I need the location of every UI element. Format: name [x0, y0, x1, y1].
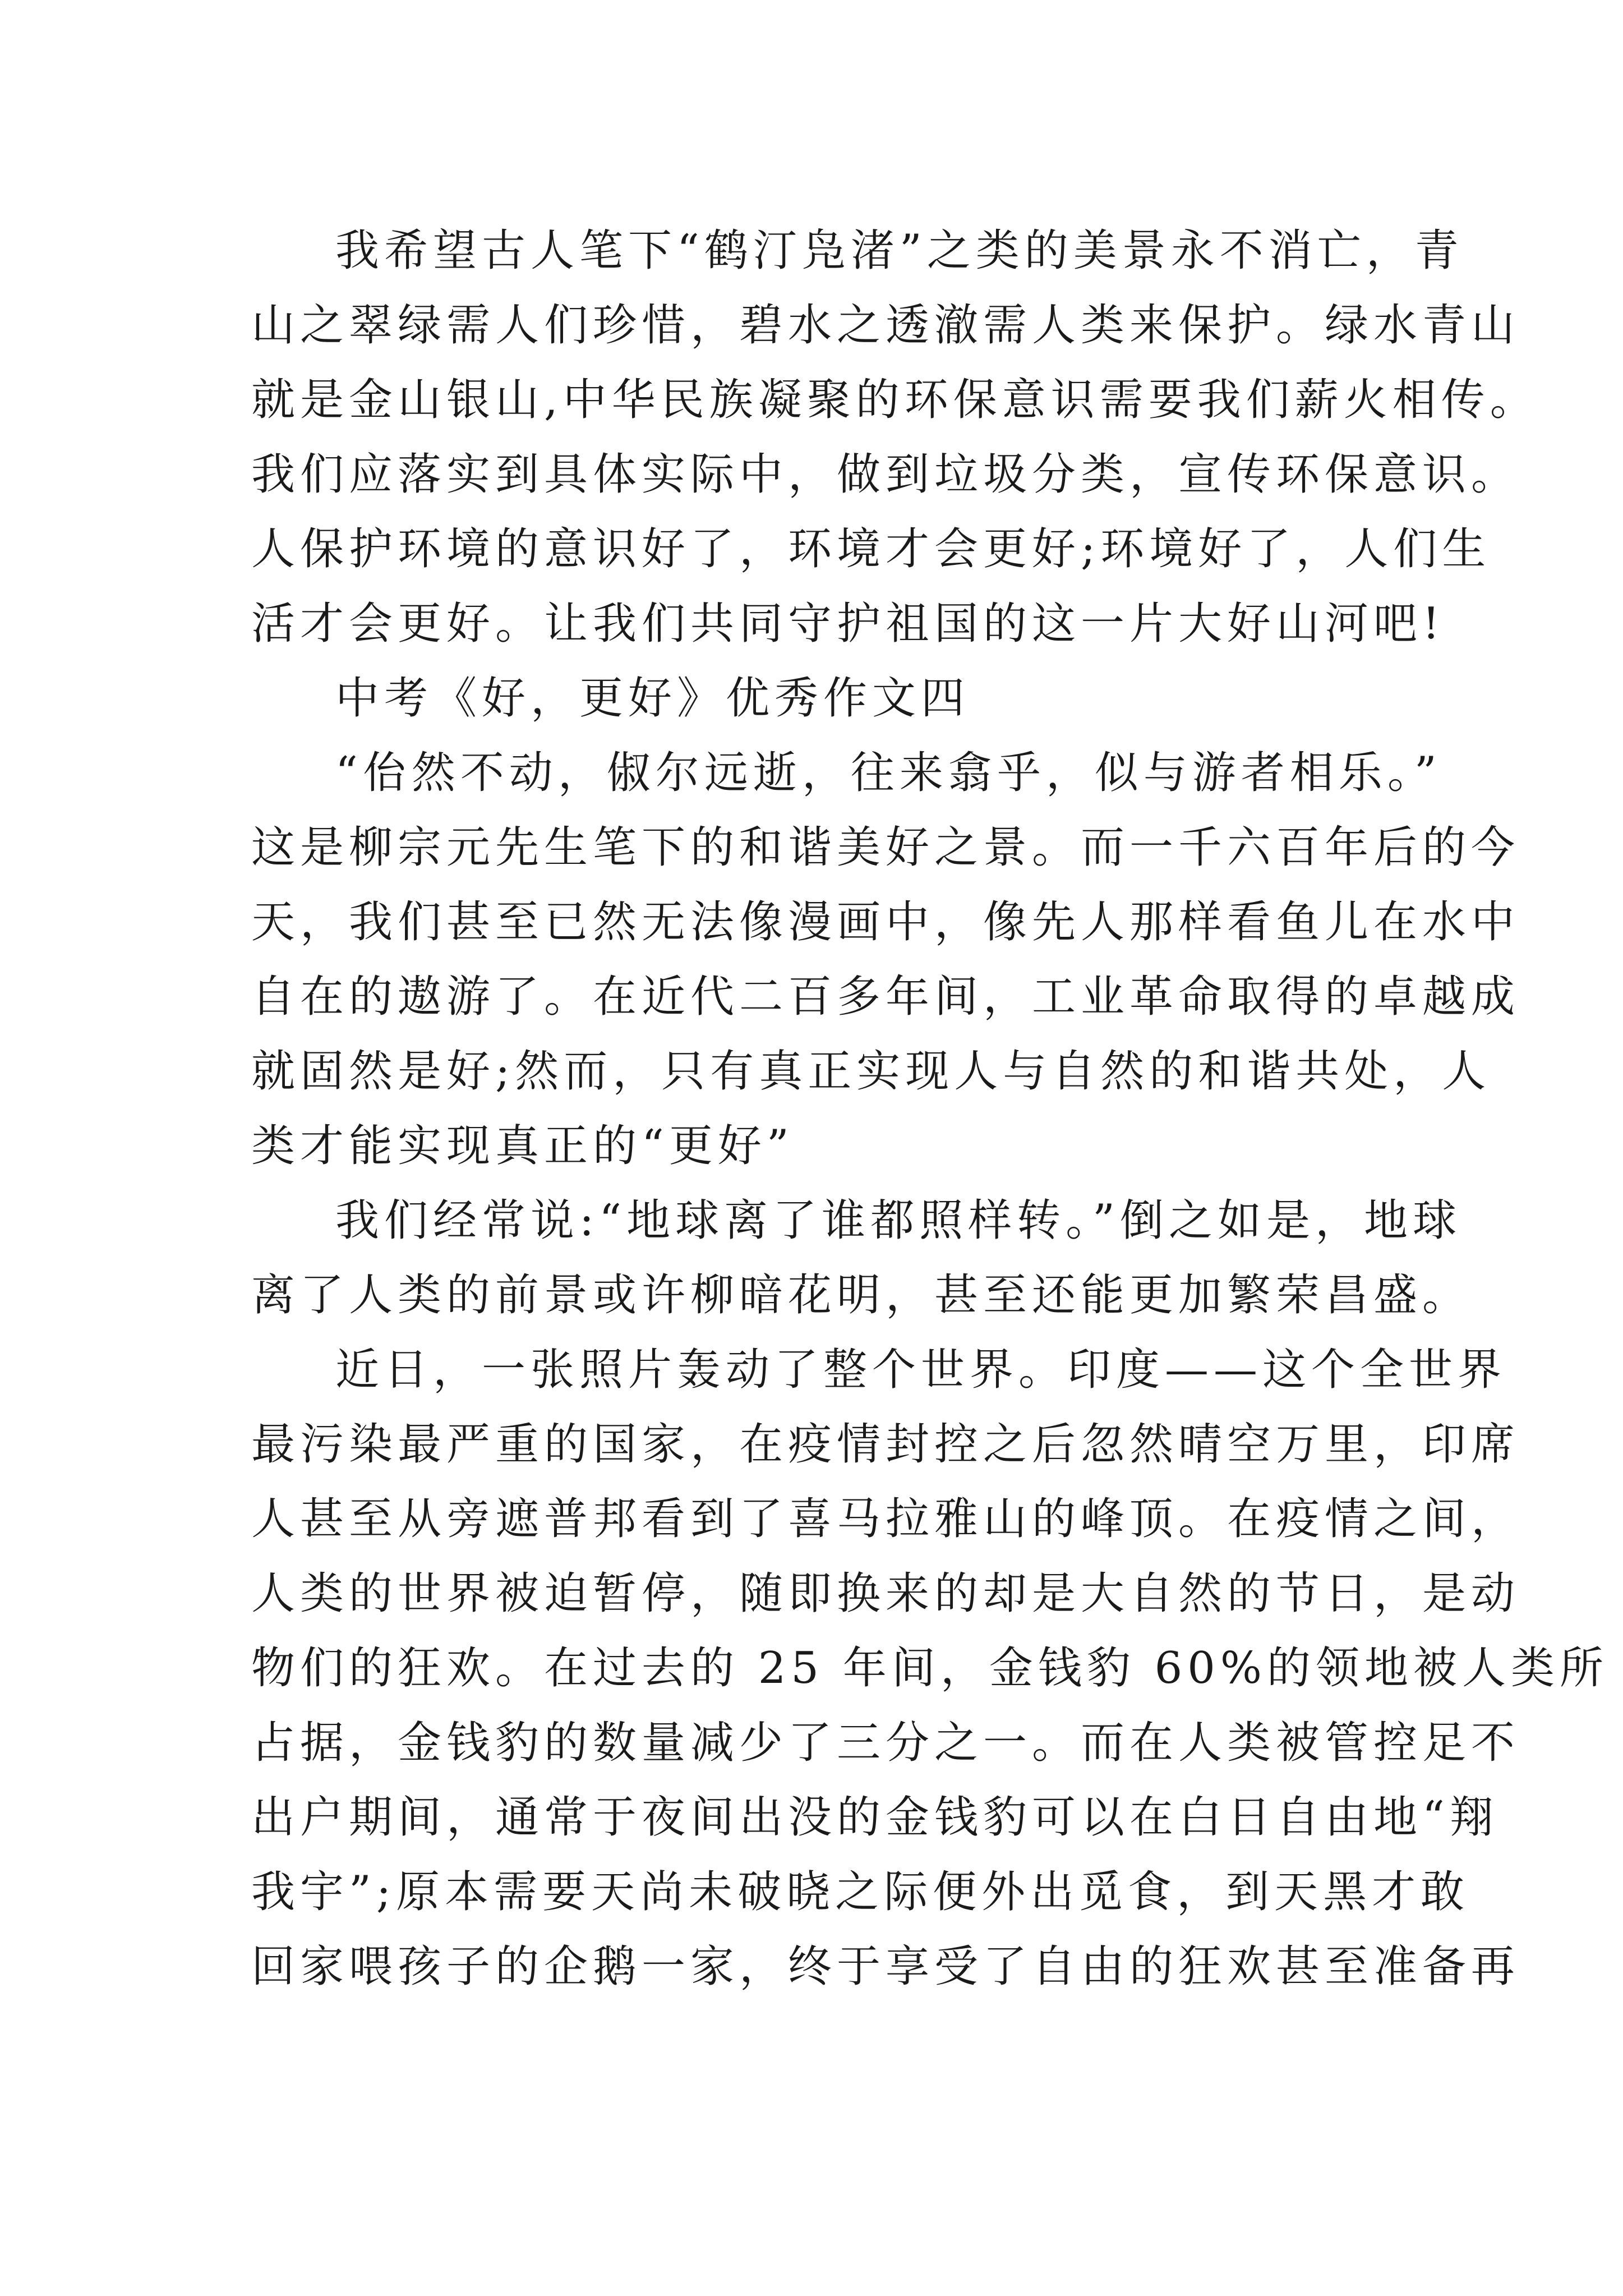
text-line: 这是柳宗元先生笔下的和谐美好之景。而一千六百年后的今 — [251, 822, 1520, 873]
essay-heading: 中考《好，更好》优秀作文四 — [335, 673, 970, 724]
text-line: 人保护环境的意识好了，环境才会更好;环境好了，人们生 — [251, 524, 1491, 574]
document-body — [251, 214, 1609, 2004]
text-line: 我希望古人笔下“鹤汀凫渚”之类的美景永不消亡，青 — [335, 226, 1464, 276]
text-line: 活才会更好。让我们共同守护祖国的这一片大好山河吧! — [251, 599, 1445, 649]
text-line: 出户期间，通常于夜间出没的金钱豹可以在白日自由地“翔 — [251, 1792, 1498, 1843]
text-line: 自在的遨游了。在近代二百多年间，工业革命取得的卓越成 — [251, 972, 1520, 1022]
text-line: 最污染最严重的国家，在疫情封控之后忽然晴空万里，印席 — [251, 1419, 1520, 1470]
text-line: 天，我们甚至已然无法像漫画中，像先人那样看鱼儿在水中 — [251, 897, 1520, 947]
text-line: 近日，一张照片轰动了整个世界。印度——这个全世界 — [335, 1345, 1507, 1395]
text-line: 山之翠绿需人们珍惜，碧水之透澈需人类来保护。绿水青山 — [251, 300, 1520, 351]
text-line: 我们经常说:“地球离了谁都照样转。”倒之如是，地球 — [335, 1195, 1462, 1246]
text-line: 我们应落实到具体实际中，做到垃圾分类，宣传环保意识。 — [251, 449, 1520, 500]
text-line: “佁然不动，俶尔远逝，往来翕乎，似与游者相乐。” — [335, 748, 1442, 798]
text-line: 占据，金钱豹的数量减少了三分之一。而在人类被管控足不 — [251, 1718, 1520, 1768]
text-line: 就固然是好;然而，只有真正实现人与自然的和谐共处，人 — [251, 1046, 1491, 1097]
text-line: 离了人类的前景或许柳暗花明，甚至还能更加繁荣昌盛。 — [251, 1270, 1472, 1320]
text-line: 人类的世界被迫暂停，随即换来的却是大自然的节日，是动 — [251, 1568, 1520, 1619]
text-line: 就是金山银山,中华民族凝聚的环保意识需要我们薪火相传。 — [251, 375, 1539, 425]
text-line: 回家喂孩子的企鹅一家，终于享受了自由的狂欢甚至准备再 — [251, 1941, 1520, 1992]
text-line: 人甚至从旁遮普邦看到了喜马拉雅山的峰顶。在疫情之间， — [251, 1494, 1520, 1544]
text-line: 物们的狂欢。在过去的 25 年间，金钱豹 60%的领地被人类所 — [251, 1643, 1609, 1694]
text-line: 类才能实现真正的“更好” — [251, 1121, 794, 1171]
text-line: 我宇”;原本需要天尚未破晓之际便外出觅食，到天黑才敢 — [251, 1867, 1470, 1917]
